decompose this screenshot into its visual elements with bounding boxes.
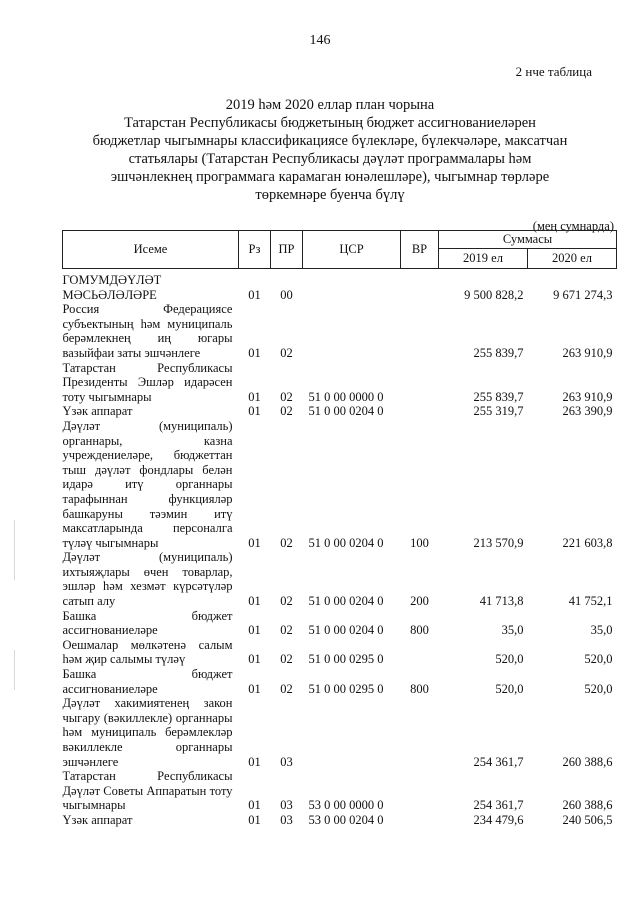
- row-2019: 254 361,7: [473, 798, 524, 813]
- row-rz: 01: [248, 594, 261, 609]
- row-csr: 53 0 00 0000 0: [308, 798, 384, 813]
- row-name: Татарстан Республикасы Дәүләт Советы Аппаратын тоту чыгымнары: [62, 769, 233, 813]
- row-csr: 51 0 00 0204 0: [308, 404, 384, 419]
- budget-table: [62, 230, 617, 828]
- row-2019: 35,0: [501, 623, 524, 638]
- row-vr: [401, 813, 439, 828]
- row-name: Башка бюджет ассигнованиеләре: [62, 608, 233, 638]
- row-2020: 221 603,8: [562, 535, 613, 550]
- table-row: [63, 404, 617, 419]
- table-row: [63, 550, 617, 608]
- margin-mark: [14, 520, 15, 580]
- row-2020: 263 390,9: [562, 404, 613, 419]
- row-pr: 02: [280, 652, 293, 667]
- heading-line: бюджетлар чыгымнары классификациясе бүлекләре, бүлекчәләре, максатчан: [92, 133, 568, 149]
- row-vr: [401, 696, 439, 769]
- row-rz: 01: [248, 623, 261, 638]
- row-csr: [303, 696, 401, 769]
- row-vr: [401, 638, 439, 667]
- row-2020: 35,0: [590, 623, 613, 638]
- row-vr: 100: [410, 535, 429, 550]
- margin-mark: [14, 650, 15, 690]
- row-name: Дәүләт (муниципаль) ихтыяҗлары өчен товарлар, эшләр һәм хезмәт күрсәтүләр сатып алу: [62, 550, 233, 609]
- row-vr: 800: [410, 623, 429, 638]
- table-row: [63, 667, 617, 696]
- row-2019: 255 319,7: [473, 404, 524, 419]
- row-pr: 02: [280, 681, 293, 696]
- row-name: Татарстан Республикасы Президенты Эшләр идарәсен тоту чыгымнары: [62, 360, 233, 404]
- row-rz: 01: [248, 681, 261, 696]
- row-pr: 03: [280, 812, 293, 827]
- heading-line: 2019 һәм 2020 еллар план чорына: [225, 97, 435, 113]
- table-row: [63, 361, 617, 405]
- row-2019: 520,0: [495, 652, 524, 667]
- row-pr: 03: [280, 798, 293, 813]
- row-vr: 200: [410, 594, 429, 609]
- row-name: Дәүләт (муниципаль) органнары, казна учреждениеләре, бюджеттан тыш дәүләт фондлары белән идарә итү органнары тарафыннан функцияләр башкаруны тәэмин итү максатларында персоналга түләү чыгымнары: [62, 418, 233, 550]
- table-row: [63, 269, 617, 303]
- row-2020: 9 671 274,3: [553, 287, 613, 302]
- row-csr: 51 0 00 0000 0: [308, 389, 384, 404]
- table-row: [63, 609, 617, 638]
- row-rz: 01: [248, 812, 261, 827]
- row-rz: 01: [248, 535, 261, 550]
- row-csr: 51 0 00 0204 0: [308, 594, 384, 609]
- row-rz: 01: [248, 389, 261, 404]
- row-name: ГОМУМДӘҮЛӘТ МӘСЬӘЛӘЛӘРЕ: [62, 273, 162, 302]
- row-rz: 01: [248, 404, 261, 419]
- row-rz: 01: [248, 652, 261, 667]
- document-heading: [70, 96, 590, 204]
- row-2019: 255 839,7: [473, 389, 524, 404]
- row-csr: [303, 269, 401, 303]
- row-csr: 51 0 00 0295 0: [308, 652, 384, 667]
- heading-line: Татарстан Республикасы бюджетының бюджет ассигнованиеләрен: [124, 115, 536, 131]
- row-2020: 263 910,9: [562, 345, 613, 360]
- row-rz: 01: [248, 287, 261, 302]
- heading-line: төркемнәре буенча бүлү: [255, 187, 405, 203]
- table-label: 2 нче таблица: [515, 64, 592, 79]
- row-pr: 02: [280, 345, 293, 360]
- row-vr: 800: [410, 681, 429, 696]
- row-2019: 255 839,7: [473, 345, 524, 360]
- row-2020: 520,0: [584, 681, 613, 696]
- col-header-name: Исеме: [63, 231, 239, 269]
- heading-line: статьялары (Татарстан Республикасы дәүләт программалары һәм: [128, 151, 532, 167]
- row-csr: [303, 302, 401, 360]
- row-2020: 263 910,9: [562, 389, 613, 404]
- table-row: [63, 419, 617, 550]
- row-pr: 00: [280, 287, 293, 302]
- row-name: Үзәк аппарат: [62, 812, 133, 827]
- row-2019: 41 713,8: [479, 594, 524, 609]
- row-name: Башка бюджет ассигнованиеләре: [62, 667, 233, 696]
- row-pr: 02: [280, 404, 293, 419]
- col-header-sums: Суммасы: [439, 231, 617, 249]
- page-number: 146: [309, 33, 331, 48]
- row-2020: 240 506,5: [562, 812, 613, 827]
- table-row: [63, 813, 617, 828]
- table-row: [63, 302, 617, 360]
- row-vr: [401, 269, 439, 303]
- row-2020: 41 752,1: [568, 594, 613, 609]
- heading-line: эшчәнлекнең программага карамаган юнәлешләре), чыгымнар төрләре: [110, 169, 550, 185]
- row-csr: 53 0 00 0204 0: [308, 812, 384, 827]
- row-vr: [401, 302, 439, 360]
- col-header-2019: 2019 ел: [439, 249, 528, 269]
- row-name: Үзәк аппарат: [62, 404, 133, 419]
- col-header-pr: ПР: [271, 231, 303, 269]
- table-row: [63, 696, 617, 769]
- table-row: [63, 638, 617, 667]
- row-name: Россия Федерациясе субъектының һәм муниципаль берәмлекнең иң югары вазыйфаи заты эшчәнлеге: [62, 302, 233, 360]
- row-name: Дәүләт хакимиятенең закон чыгару (вәкиллекле) органнары һәм муниципаль берәмлекләр вәкиллекле органнары эшчәнлеге: [62, 696, 233, 769]
- row-pr: 03: [280, 754, 293, 769]
- units-note: (мең сумнарда): [532, 219, 614, 233]
- col-header-csr: ЦСР: [303, 231, 401, 269]
- row-rz: 01: [248, 345, 261, 360]
- row-2019: 254 361,7: [473, 754, 524, 769]
- row-2020: 260 388,6: [562, 754, 613, 769]
- row-2019: 234 479,6: [473, 812, 524, 827]
- col-header-2020: 2020 ел: [528, 249, 617, 269]
- row-csr: 51 0 00 0204 0: [308, 623, 384, 638]
- row-csr: 51 0 00 0295 0: [308, 681, 384, 696]
- col-header-rz: Рз: [239, 231, 271, 269]
- row-2020: 260 388,6: [562, 798, 613, 813]
- row-pr: 02: [280, 594, 293, 609]
- row-vr: [401, 769, 439, 813]
- row-2019: 520,0: [495, 681, 524, 696]
- row-name: Оешмалар мөлкәтенә салым һәм җир салымы түләү: [62, 637, 233, 667]
- row-2020: 520,0: [584, 652, 613, 667]
- row-pr: 02: [280, 623, 293, 638]
- col-header-vr: ВР: [401, 231, 439, 269]
- row-vr: [401, 404, 439, 419]
- row-2019: 213 570,9: [473, 535, 524, 550]
- row-2019: 9 500 828,2: [464, 287, 524, 302]
- table-row: [63, 769, 617, 813]
- row-csr: 51 0 00 0204 0: [308, 535, 384, 550]
- row-pr: 02: [280, 535, 293, 550]
- row-rz: 01: [248, 798, 261, 813]
- row-rz: 01: [248, 754, 261, 769]
- row-vr: [401, 361, 439, 405]
- row-pr: 02: [280, 389, 293, 404]
